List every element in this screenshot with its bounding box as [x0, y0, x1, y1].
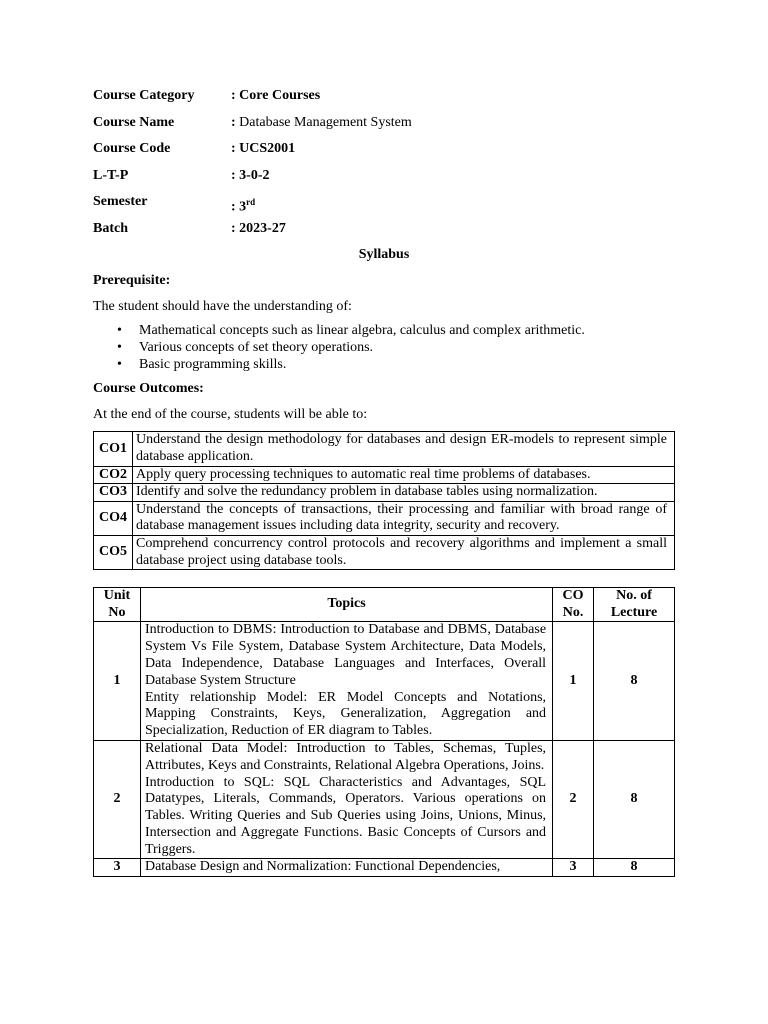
header-topics: Topics [140, 588, 552, 622]
course-outcome-row [94, 501, 675, 535]
unit-co-number: 3 [553, 859, 594, 877]
unit-row [94, 859, 675, 877]
unit-lecture-count: 8 [594, 622, 675, 741]
unit-topics [140, 740, 552, 859]
prerequisite-list [93, 323, 675, 373]
unit-row [94, 740, 675, 859]
course-info-value-text: 2023-27 [239, 220, 286, 236]
unit-topic-paragraph: Entity relationship Model: ER Model Concepts and Notations, Mapping Constraints, Keys, Generalization, Aggregation and Specialization, Reduction of ER diagram to Tables. [144, 689, 547, 739]
course-info-key: L-T-P [93, 167, 129, 183]
course-info-key: Batch [93, 220, 128, 236]
course-outcome-code: CO1 [94, 432, 133, 466]
course-info-value [231, 86, 320, 113]
course-info-value [231, 219, 286, 246]
unit-lecture-count: 8 [594, 740, 675, 859]
course-info-value-text: Database Management System [239, 114, 412, 130]
unit-topic-paragraph: Introduction to DBMS: Introduction to Database and DBMS, Database System Vs File System, Database System Architecture, Data Models, Data Independence, Database Languages and Interfaces, Overall Database System Structure [144, 622, 547, 688]
unit-topic-paragraph: Introduction to SQL: SQL Characteristics and Advantages, SQL Datatypes, Literals, Commands, Operators. Various operations on Tables. Writing Queries and Sub Queries using Joins, Unions, Minus, Intersection and Aggregate Functions. Basic Concepts of Cursors and Triggers. [144, 774, 547, 857]
unit-co-number: 2 [553, 740, 594, 859]
header-co-no: CO No. [553, 588, 594, 622]
course-info-key: Course Code [93, 141, 171, 156]
unit-number: 3 [94, 859, 141, 877]
course-outcome-code: CO5 [94, 535, 133, 569]
course-info-row [93, 139, 675, 166]
unit-co-number: 1 [553, 622, 594, 741]
unit-topic-paragraph: Relational Data Model: Introduction to Tables, Schemas, Tuples, Attributes, Keys and Constraints, Relational Algebra Operations, Joins. [144, 740, 547, 773]
course-info-key: Semester [93, 194, 148, 209]
course-outcome-code: CO2 [94, 466, 133, 484]
course-info-value-text: 3-0-2 [239, 167, 270, 183]
course-info-value-text: Core Courses [239, 88, 321, 103]
course-info-colon: : [231, 88, 240, 103]
course-outcomes-intro: At the end of the course, students will be able to: [93, 407, 368, 423]
prerequisite-heading: Prerequisite: [93, 273, 171, 288]
course-info-value [231, 192, 255, 219]
course-outcome-text: Understand the design methodology for databases and design ER-models to represent simple database application. [133, 432, 675, 466]
course-info-colon: : [231, 167, 240, 183]
unit-topics [140, 859, 552, 877]
header-lectures: No. of Lecture [594, 588, 675, 622]
header-unit-no: Unit No [94, 588, 141, 622]
prerequisite-item: • Basic programming skills. [139, 357, 675, 374]
prerequisite-item: • Various concepts of set theory operations. [139, 340, 675, 357]
course-info-colon: : [231, 141, 240, 156]
course-info-row [93, 192, 675, 219]
course-info-value [231, 166, 270, 193]
course-info-colon: : [231, 199, 240, 215]
course-info-row [93, 166, 675, 193]
course-outcome-text: Comprehend concurrency control protocols and recovery algorithms and implement a small database project using database tools. [133, 535, 675, 569]
course-outcome-row [94, 535, 675, 569]
course-info-value-text: 3 [239, 199, 247, 215]
course-outcome-row [94, 466, 675, 484]
course-info-row [93, 219, 675, 246]
course-outcome-text: Apply query processing techniques to automatic real time problems of databases. [133, 466, 675, 484]
unit-number: 2 [94, 740, 141, 859]
prerequisite-intro: The student should have the understanding of: [93, 299, 352, 314]
course-outcome-code: CO3 [94, 484, 133, 502]
course-outcome-text: Understand the concepts of transactions, their processing and familiar with broad range of database management issues including data integrity, security and recovery. [133, 501, 675, 535]
course-outcome-row [94, 432, 675, 466]
course-info-colon: : [231, 114, 240, 130]
course-outcome-code: CO4 [94, 501, 133, 535]
course-info-key: Course Category [93, 88, 195, 103]
course-info-key: Course Name [93, 114, 175, 130]
unit-topic-paragraph: Database Design and Normalization: Functional Dependencies, [144, 859, 501, 875]
course-outcomes-heading: Course Outcomes: [93, 381, 204, 397]
course-info-value [231, 113, 412, 140]
course-info-value-text: UCS2001 [239, 141, 296, 156]
course-info [93, 86, 675, 245]
syllabus-heading: Syllabus [358, 247, 410, 262]
course-info-row [93, 86, 675, 113]
units-table [93, 587, 675, 877]
course-outcome-text: Identify and solve the redundancy problem in database tables using normalization. [133, 484, 675, 502]
course-outcomes-table [93, 431, 675, 570]
ordinal-suffix: rd [246, 197, 256, 207]
units-table-header [94, 588, 675, 622]
prerequisite-item: • Mathematical concepts such as linear algebra, calculus and complex arithmetic. [139, 323, 675, 340]
unit-topics [140, 622, 552, 741]
course-info-colon: : [231, 220, 240, 236]
unit-number: 1 [94, 622, 141, 741]
course-info-value [231, 139, 295, 166]
course-info-row [93, 113, 675, 140]
course-outcome-row [94, 484, 675, 502]
unit-lecture-count: 8 [594, 859, 675, 877]
unit-row [94, 622, 675, 741]
syllabus-page [93, 86, 675, 877]
